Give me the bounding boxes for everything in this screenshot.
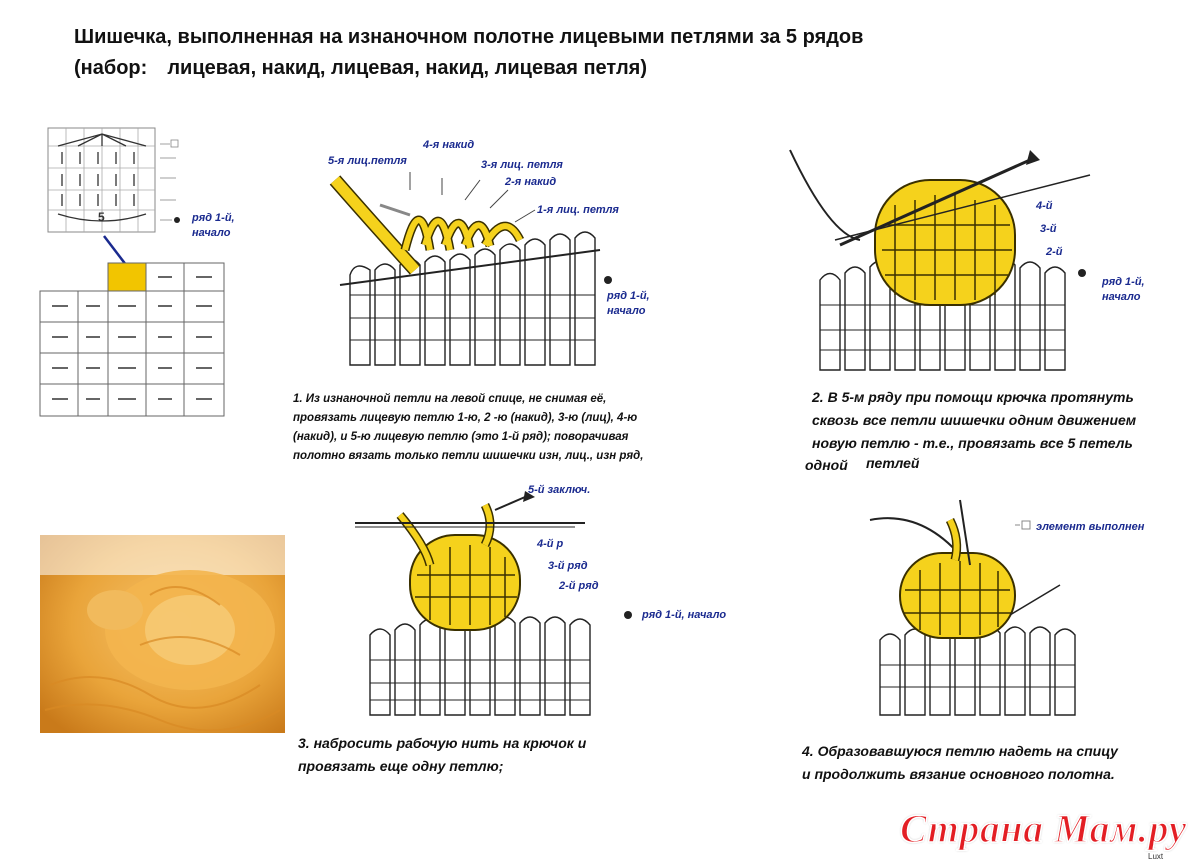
step3-caption bbox=[298, 732, 586, 778]
step2-label-row1b: начало bbox=[1102, 291, 1141, 303]
step2-label-r4: 4-й bbox=[1036, 200, 1053, 212]
chart-start-label-1: ряд 1-й, bbox=[192, 212, 235, 224]
step2-label-row1a: ряд 1-й, bbox=[1102, 276, 1145, 288]
step1-label-loop1: 1-я лиц. петля bbox=[537, 204, 619, 216]
step2-caption-line: новую петлю - т.е., провязать все 5 петель bbox=[812, 435, 1133, 451]
step4-label-done: элемент выполнен bbox=[1036, 521, 1145, 533]
step3-caption-line: провязать еще одну петлю; bbox=[298, 758, 504, 774]
step2-caption-line: сквозь все петли шишечки одним движением bbox=[812, 412, 1137, 428]
step2-caption-last-b: петлей bbox=[866, 455, 920, 471]
step1-caption bbox=[293, 390, 643, 466]
step2-diagram bbox=[790, 145, 1100, 380]
step4-caption-line: и продолжить вязание основного полотна. bbox=[802, 766, 1115, 782]
step1-label-loop5: 5-я лиц.петля bbox=[328, 155, 407, 167]
page-title bbox=[74, 22, 863, 84]
step4-caption-line: 4. Образовавшуюся петлю надеть на спицу bbox=[802, 743, 1118, 759]
step2-caption-last-a: одной bbox=[805, 457, 848, 473]
step1-caption-line: полотно вязать только петли шишечки изн, лиц., изн ряд, bbox=[293, 450, 644, 462]
step3-label-row1: ряд 1-й, начало bbox=[642, 609, 727, 621]
step3-label-r2: 2-й ряд bbox=[559, 580, 599, 592]
colon-dots-icon: : bbox=[140, 57, 148, 79]
step2-caption bbox=[812, 386, 1136, 455]
step1-caption-line: 1. Из изнаночной петли на левой спице, не снимая её, bbox=[293, 393, 607, 405]
title-line-1: Шишечка, выполненная на изнаночном полотне лицевыми петлями за 5 рядов bbox=[74, 26, 864, 48]
step1-diagram bbox=[330, 150, 620, 375]
step3-diagram bbox=[345, 485, 625, 720]
step4-caption bbox=[802, 740, 1118, 786]
step1-label-yo4: 4-я накид bbox=[423, 139, 475, 151]
step1-label-loop3: 3-я лиц. петля bbox=[481, 159, 563, 171]
bobble-symbol-chart bbox=[48, 128, 248, 418]
chart-row-number: 5 bbox=[98, 210, 105, 224]
step3-label-r3: 3-й ряд bbox=[548, 560, 588, 572]
step1-label-yo2: 2-я накид bbox=[505, 176, 557, 188]
step1-label-row1b: начало bbox=[607, 305, 646, 317]
step2-label-r3: 3-й bbox=[1040, 223, 1057, 235]
chart-start-label-2: начало bbox=[192, 227, 231, 239]
step1-caption-line: провязать лицевую петлю 1-ю, 2 -ю (накид), 3-ю (лиц), 4-ю bbox=[293, 412, 638, 424]
step2-label-r2: 2-й bbox=[1046, 246, 1063, 258]
step3-label-r5: 5-й заключ. bbox=[528, 484, 591, 496]
bobble-photo bbox=[40, 535, 285, 733]
title-line-2 bbox=[74, 53, 863, 84]
step3-caption-line: 3. набросить рабочую нить на крючок и bbox=[298, 735, 587, 751]
title-prefix: (набор bbox=[74, 57, 141, 79]
step1-caption-line: (накид), и 5-ю лицевую петлю (это 1-й ряд); поворачивая bbox=[293, 431, 629, 443]
step1-label-row1a: ряд 1-й, bbox=[607, 290, 650, 302]
site-watermark-logo: Страна Мам.ру bbox=[900, 806, 1187, 851]
title-rest: лицевая, накид, лицевая, накид, лицевая петля) bbox=[167, 57, 647, 79]
watermark-sub: Luxt bbox=[1148, 852, 1164, 861]
step3-label-r4: 4-й р bbox=[537, 538, 564, 550]
step2-caption-line: 2. В 5-м ряду при помощи крючка протянуть bbox=[812, 389, 1134, 405]
